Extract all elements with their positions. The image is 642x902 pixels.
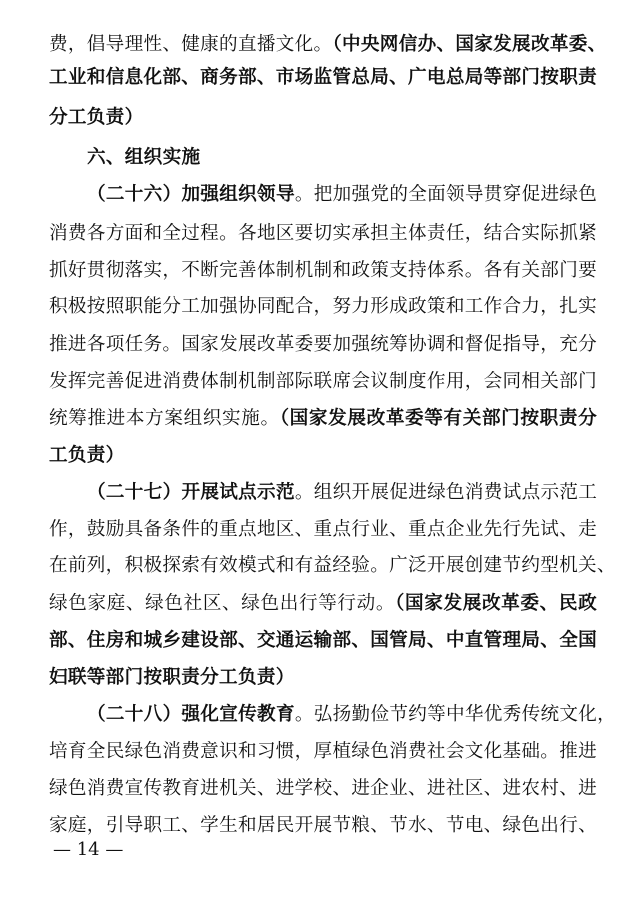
text-line (49, 219, 597, 249)
text-segment: 家庭，引导职工、学生和居民开展节粮、节水、节电、绿色出行、 (49, 815, 597, 836)
bold-text-segment: 工业和信息化部、商务部、市场监管总局、广电总局等部门按职责 (49, 67, 597, 88)
text-line (49, 256, 597, 286)
text-line (49, 441, 597, 471)
bold-text-segment: 工负责） (49, 445, 125, 466)
text-segment: 。把加强党的全面领导贯穿促进绿色 (294, 184, 598, 205)
bold-text-segment: 分工负责） (49, 107, 144, 128)
text-line (49, 551, 616, 581)
text-segment: 积极按照职能分工加强协同配合，努力形成政策和工作合力，扎实 (49, 296, 597, 317)
text-line (49, 63, 597, 93)
text-line (49, 589, 597, 619)
text-segment: 统筹推进本方案组织实施。 (49, 408, 280, 429)
bold-text-segment: （二十六）加强组织领导 (87, 184, 295, 205)
bold-text-segment: （二十八）强化宣传教育 (87, 704, 295, 725)
bold-text-segment: （二十七）开展试点示范 (87, 482, 295, 503)
bold-text-segment: 部、住房和城乡建设部、交通运输部、国管局、中直管理局、全国 (49, 630, 597, 651)
text-line (87, 180, 597, 210)
text-segment: 推进各项任务。国家发展改革委要加强统筹协调和督促指导，充分 (49, 334, 597, 355)
text-segment: 作，鼓励具备条件的重点地区、重点行业、重点企业先行先试、走 (49, 519, 597, 540)
text-line (49, 515, 597, 545)
bold-text-segment: （国家发展改革委等有关部门按职责分 (279, 408, 597, 429)
text-segment: 发挥完善促进消费体制机制部际联席会议制度作用，会同相关部门 (49, 371, 597, 392)
text-line (87, 143, 597, 173)
text-segment: 绿色消费宣传教育进机关、进学校、进企业、进社区、进农村、进 (49, 778, 597, 799)
text-segment: 绿色家庭、绿色社区、绿色出行等行动。 (49, 593, 396, 614)
bold-text-segment: （中央网信办、国家发展改革委、 (332, 34, 607, 55)
text-segment: 培育全民绿色消费意识和习惯，厚植绿色消费社会文化基础。推进 (49, 741, 597, 762)
text-segment: 消费各方面和全过程。各地区要切实承担主体责任，结合实际抓紧 (49, 223, 597, 244)
text-line (49, 811, 597, 841)
text-line (49, 737, 597, 767)
text-segment: 在前列，积极探索有效模式和有益经验。广泛开展创建节约型机关、 (49, 555, 616, 576)
bold-text-segment: （国家发展改革委、民政 (395, 593, 597, 614)
text-line (87, 478, 597, 508)
text-line (49, 367, 597, 397)
text-line (49, 292, 597, 322)
text-line (49, 626, 597, 656)
text-segment: 。组织开展促进绿色消费试点示范工 (294, 482, 598, 503)
page-number: — 14 — (53, 839, 124, 860)
text-line (49, 30, 607, 60)
text-line (49, 774, 597, 804)
text-segment: 抓好贯彻落实，不断完善体制机制和政策支持体系。各有关部门要 (49, 260, 597, 281)
text-line (49, 663, 597, 693)
text-line (49, 404, 597, 434)
text-line (49, 103, 597, 133)
section-heading: 六、组织实施 (87, 147, 201, 168)
text-segment: 费，倡导理性、健康的直播文化。 (49, 34, 333, 55)
text-segment: 。弘扬勤俭节约等中华优秀传统文化， (294, 704, 617, 725)
text-line (49, 330, 597, 360)
bold-text-segment: 妇联等部门按职责分工负责） (49, 667, 295, 688)
text-line (87, 700, 617, 730)
